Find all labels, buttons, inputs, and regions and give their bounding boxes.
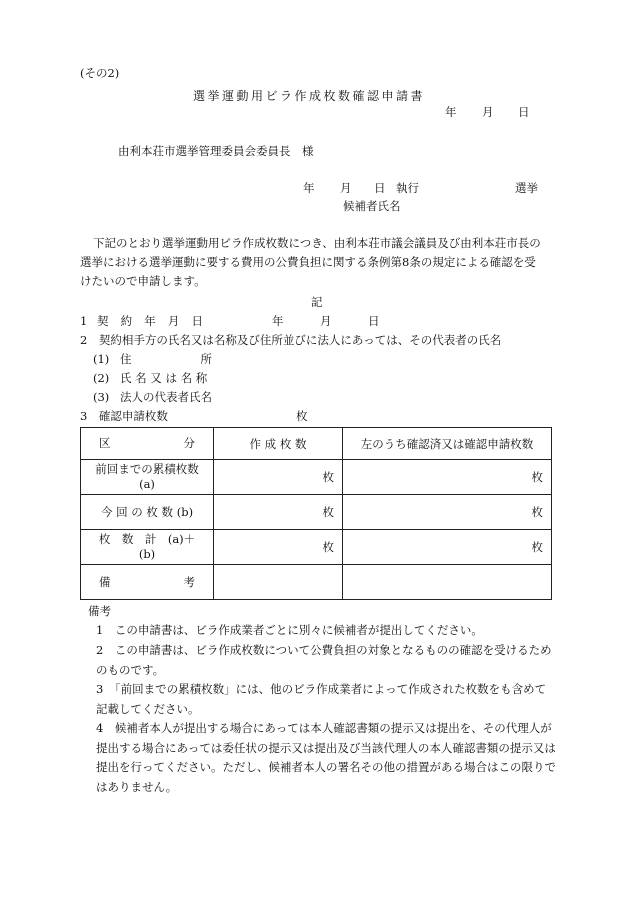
note-item: 2 この申請書は、ビラ作成枚数について公費負担の対象となるものの確認を受けるためのものです。 (96, 643, 552, 677)
election-day: 日 (374, 181, 386, 195)
note-item: 3 「前回までの累積枚数」には、他のビラ作成業者によって作成された枚数をも含めて記載してください。 (96, 682, 547, 716)
form-number: (その2) (80, 66, 120, 80)
cell-remarks-confirmed[interactable] (343, 565, 552, 600)
row-label-cumulative: 前回までの累積枚数 (a) (81, 460, 214, 495)
item2-sub1-number: (1) (93, 352, 110, 366)
cell-created-current[interactable]: 枚 (214, 495, 343, 530)
ki-mark: 記 (311, 295, 323, 309)
cell-remarks-created[interactable] (214, 565, 343, 600)
row-label-total: 枚 数 計 (a)＋ (b) (81, 530, 214, 565)
header-confirmed-count: 左のうち確認済又は確認申請枚数 (343, 428, 552, 460)
cell-confirmed-cumulative[interactable]: 枚 (343, 460, 552, 495)
table-row (81, 495, 552, 530)
election-year: 年 (303, 181, 315, 195)
header-date-month: 月 (482, 105, 494, 119)
application-table (80, 427, 552, 600)
intro-line-2: 選挙における選挙運動に要する費用の公費負担に関する条例第8条の規定による確認を受 (80, 255, 536, 269)
election-label: 選挙 (515, 181, 538, 195)
item2-sub1-label: 住 所 (120, 352, 212, 366)
table-header-row (81, 428, 552, 460)
item3-text: 3 確認申請枚数 (80, 409, 168, 423)
item1-label: 契 約 年 月 日 (97, 314, 203, 328)
note-item: 4 候補者本人が提出する場合にあっては本人確認書類の提示又は提出を、その代理人が提出する場合にあっては委任状の提示又は提出及び当該代理人の本人確認書類の提示又は提出を行ってください。ただし、候補者本人の署名その他の措置がある場合はこの限りではありません。 (96, 721, 556, 794)
header-created-count: 作 成 枚 数 (214, 428, 343, 460)
item2-text: 2 契約相手方の氏名又は名称及び住所並びに法人にあっては、その代表者の氏名 (80, 333, 502, 347)
intro-line-1: 下記のとおり選挙運動用ビラ作成枚数につき、由利本荘市議会議員及び由利本荘市長の (93, 236, 541, 250)
item1-month: 月 (320, 314, 332, 328)
item1-number: 1 (80, 314, 88, 328)
document-title: 選挙運動用ビラ作成枚数確認申請書 (193, 89, 426, 103)
table-row-remarks (81, 565, 552, 600)
item1-day: 日 (368, 314, 380, 328)
cell-created-cumulative[interactable]: 枚 (214, 460, 343, 495)
election-held: 執行 (396, 181, 419, 195)
cell-created-total[interactable]: 枚 (214, 530, 343, 565)
item2-sub3-number: (3) (93, 390, 110, 404)
header-date-year: 年 (445, 105, 457, 119)
item1-year: 年 (272, 314, 284, 328)
table-row (81, 460, 552, 495)
note-item: 1 この申請書は、ビラ作成業者ごとに別々に候補者が提出してください。 (96, 623, 483, 637)
header-date-day: 日 (518, 105, 530, 119)
cell-confirmed-current[interactable]: 枚 (343, 495, 552, 530)
item2-sub2-number: (2) (93, 371, 110, 385)
intro-line-3: けたいので申請します。 (80, 274, 206, 288)
item2-sub3-label: 法人の代表者氏名 (120, 390, 212, 404)
candidate-name-label: 候補者氏名 (343, 199, 401, 213)
cell-confirmed-total[interactable]: 枚 (343, 530, 552, 565)
item3-unit: 枚 (296, 409, 308, 423)
addressee: 由利本荘市選挙管理委員会委員長 様 (118, 144, 314, 158)
item2-sub2-label: 氏 名 又 は 名 称 (120, 371, 208, 385)
row-label-current: 今 回 の 枚 数 (b) (81, 495, 214, 530)
header-category: 区 分 (81, 428, 214, 460)
election-month: 月 (340, 181, 352, 195)
row-label-remarks: 備 考 (81, 565, 214, 600)
notes-heading: 備考 (88, 604, 111, 618)
table-row (81, 530, 552, 565)
